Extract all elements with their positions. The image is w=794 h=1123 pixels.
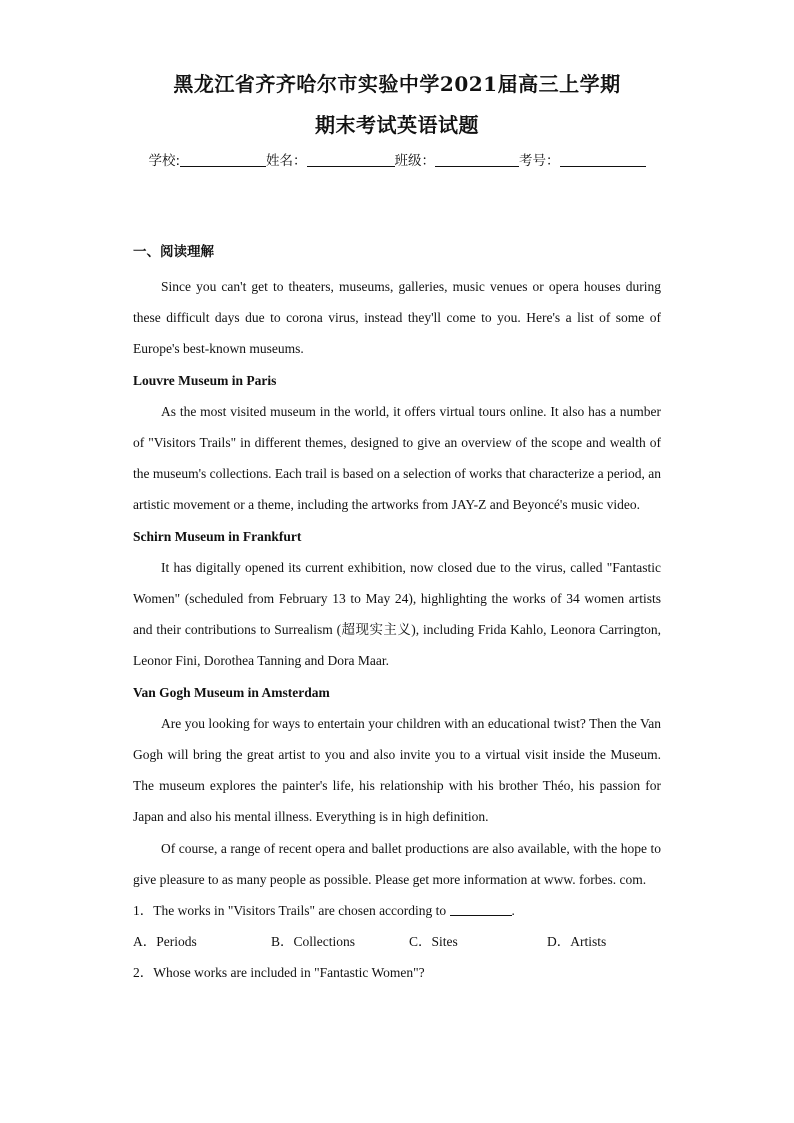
option-c[interactable]: C．Sites (409, 934, 458, 950)
option-a[interactable]: A．Periods (133, 934, 197, 950)
student-info-line (0, 149, 794, 169)
closing-paragraph: Of course, a range of recent opera and ballet productions are also available, with the hope to give pleasure to as many people as possible. Please get more information at www. forbes. com. (133, 840, 661, 887)
name-label: 姓名： (266, 153, 307, 169)
question-1-answer-blank (450, 903, 512, 916)
school-label: 学校: (148, 153, 181, 169)
exam-number-label: 考号： (519, 153, 560, 169)
museum-heading-van-gogh: Van Gogh Museum in Amsterdam (133, 684, 330, 700)
question-1-stem: 1．The works in "Visitors Trails" are chosen according to (133, 903, 450, 919)
name-blank (307, 152, 395, 167)
question-1-stem-end: . (511, 903, 515, 919)
option-d[interactable]: D．Artists (547, 934, 607, 950)
question-1-options (133, 926, 661, 957)
class-blank (435, 152, 519, 167)
museum-heading-schirn: Schirn Museum in Frankfurt (133, 528, 302, 544)
exam-title-line1: 黑龙江省齐齐哈尔市实验中学2021届高三上学期 (173, 72, 621, 96)
class-label: 班级： (394, 153, 436, 169)
section-heading: 一、阅读理解 (133, 244, 214, 260)
reading-section (133, 240, 661, 989)
museum-text-louvre: As the most visited museum in the world, it offers virtual tours online. It also has a number of "Visitors Trails" in different themes, designed to give an overview of the scope and wealth of the museum's collections. Each trail is based on a selection of works that characterize a period, an artistic movement or a theme, including the artworks from JAY-Z and Beyoncé's music video. (133, 403, 661, 513)
question-1 (133, 895, 661, 926)
museum-text-schirn: It has digitally opened its current exhibition, now closed due to the virus, called "Fantastic Women" (scheduled from February 13 to May 24), highlighting the works of 34 women artists and their contributions to Surrealism (超现实主义), including Frida Kahlo, Leonora Carrington, Leonor Fini, Dorothea Tanning and Dora Maar. (133, 559, 661, 669)
exam-number-blank (560, 152, 646, 167)
option-b[interactable]: B．Collections (271, 934, 355, 950)
exam-title-line2: 期末考试英语试题 (315, 113, 479, 137)
question-2 (133, 957, 661, 988)
question-2-stem: 2．Whose works are included in "Fantastic Women"? (133, 965, 425, 981)
intro-paragraph: Since you can't get to theaters, museums, galleries, music venues or opera houses during these difficult days due to corona virus, instead they'll come to you. Here's a list of some of Europe's best-known museums. (133, 279, 661, 357)
school-blank (180, 152, 266, 167)
museum-heading-louvre: Louvre Museum in Paris (133, 372, 277, 388)
museum-text-van-gogh: Are you looking for ways to entertain your children with an educational twist? Then the Van Gogh will bring the great artist to you and also invite you to a virtual visit inside the Museum. The museum explores the painter's life, his relationship with his brother Théo, his passion for Japan and also his mental illness. Everything is in high definition. (133, 715, 661, 825)
